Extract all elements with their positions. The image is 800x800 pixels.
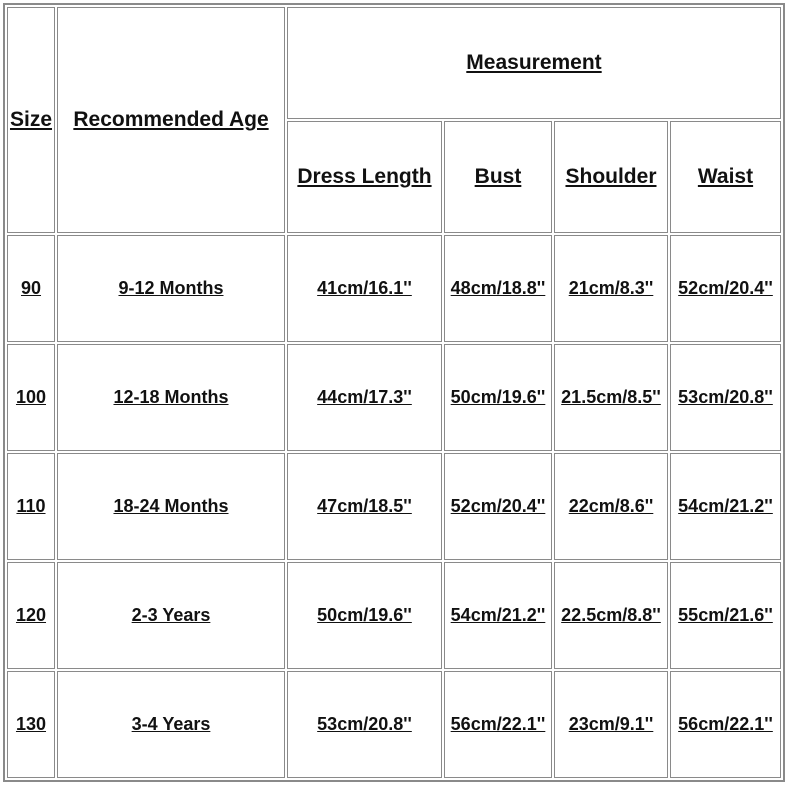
cell-age: 9-12 Months	[57, 235, 285, 342]
table-row	[7, 562, 781, 669]
cell-waist: 55cm/21.6''	[670, 562, 781, 669]
size-chart	[3, 3, 785, 782]
table-row	[7, 453, 781, 560]
cell-dress-length: 53cm/20.8''	[287, 671, 442, 778]
cell-dress-length: 50cm/19.6''	[287, 562, 442, 669]
cell-waist: 52cm/20.4''	[670, 235, 781, 342]
cell-bust: 48cm/18.8''	[444, 235, 552, 342]
cell-dress-length: 41cm/16.1''	[287, 235, 442, 342]
cell-waist: 54cm/21.2''	[670, 453, 781, 560]
cell-shoulder: 21cm/8.3''	[554, 235, 668, 342]
cell-waist: 53cm/20.8''	[670, 344, 781, 451]
cell-bust: 52cm/20.4''	[444, 453, 552, 560]
cell-waist: 56cm/22.1''	[670, 671, 781, 778]
header-bust: Bust	[444, 121, 552, 233]
header-measurement: Measurement	[287, 7, 781, 119]
cell-dress-length: 44cm/17.3''	[287, 344, 442, 451]
cell-age: 12-18 Months	[57, 344, 285, 451]
cell-size: 100	[7, 344, 55, 451]
cell-bust: 50cm/19.6''	[444, 344, 552, 451]
cell-shoulder: 22.5cm/8.8''	[554, 562, 668, 669]
header-dress-length: Dress Length	[287, 121, 442, 233]
header-row	[7, 7, 781, 119]
size-chart-table	[3, 3, 785, 782]
cell-age: 18-24 Months	[57, 453, 285, 560]
header-shoulder: Shoulder	[554, 121, 668, 233]
header-recommended-age: Recommended Age	[57, 7, 285, 233]
cell-size: 110	[7, 453, 55, 560]
table-row	[7, 671, 781, 778]
table-row	[7, 344, 781, 451]
cell-age: 2-3 Years	[57, 562, 285, 669]
header-size: Size	[7, 7, 55, 233]
cell-size: 90	[7, 235, 55, 342]
cell-size: 130	[7, 671, 55, 778]
cell-bust: 54cm/21.2''	[444, 562, 552, 669]
cell-bust: 56cm/22.1''	[444, 671, 552, 778]
table-row	[7, 235, 781, 342]
header-waist: Waist	[670, 121, 781, 233]
cell-size: 120	[7, 562, 55, 669]
cell-shoulder: 21.5cm/8.5''	[554, 344, 668, 451]
cell-shoulder: 23cm/9.1''	[554, 671, 668, 778]
cell-dress-length: 47cm/18.5''	[287, 453, 442, 560]
cell-age: 3-4 Years	[57, 671, 285, 778]
cell-shoulder: 22cm/8.6''	[554, 453, 668, 560]
